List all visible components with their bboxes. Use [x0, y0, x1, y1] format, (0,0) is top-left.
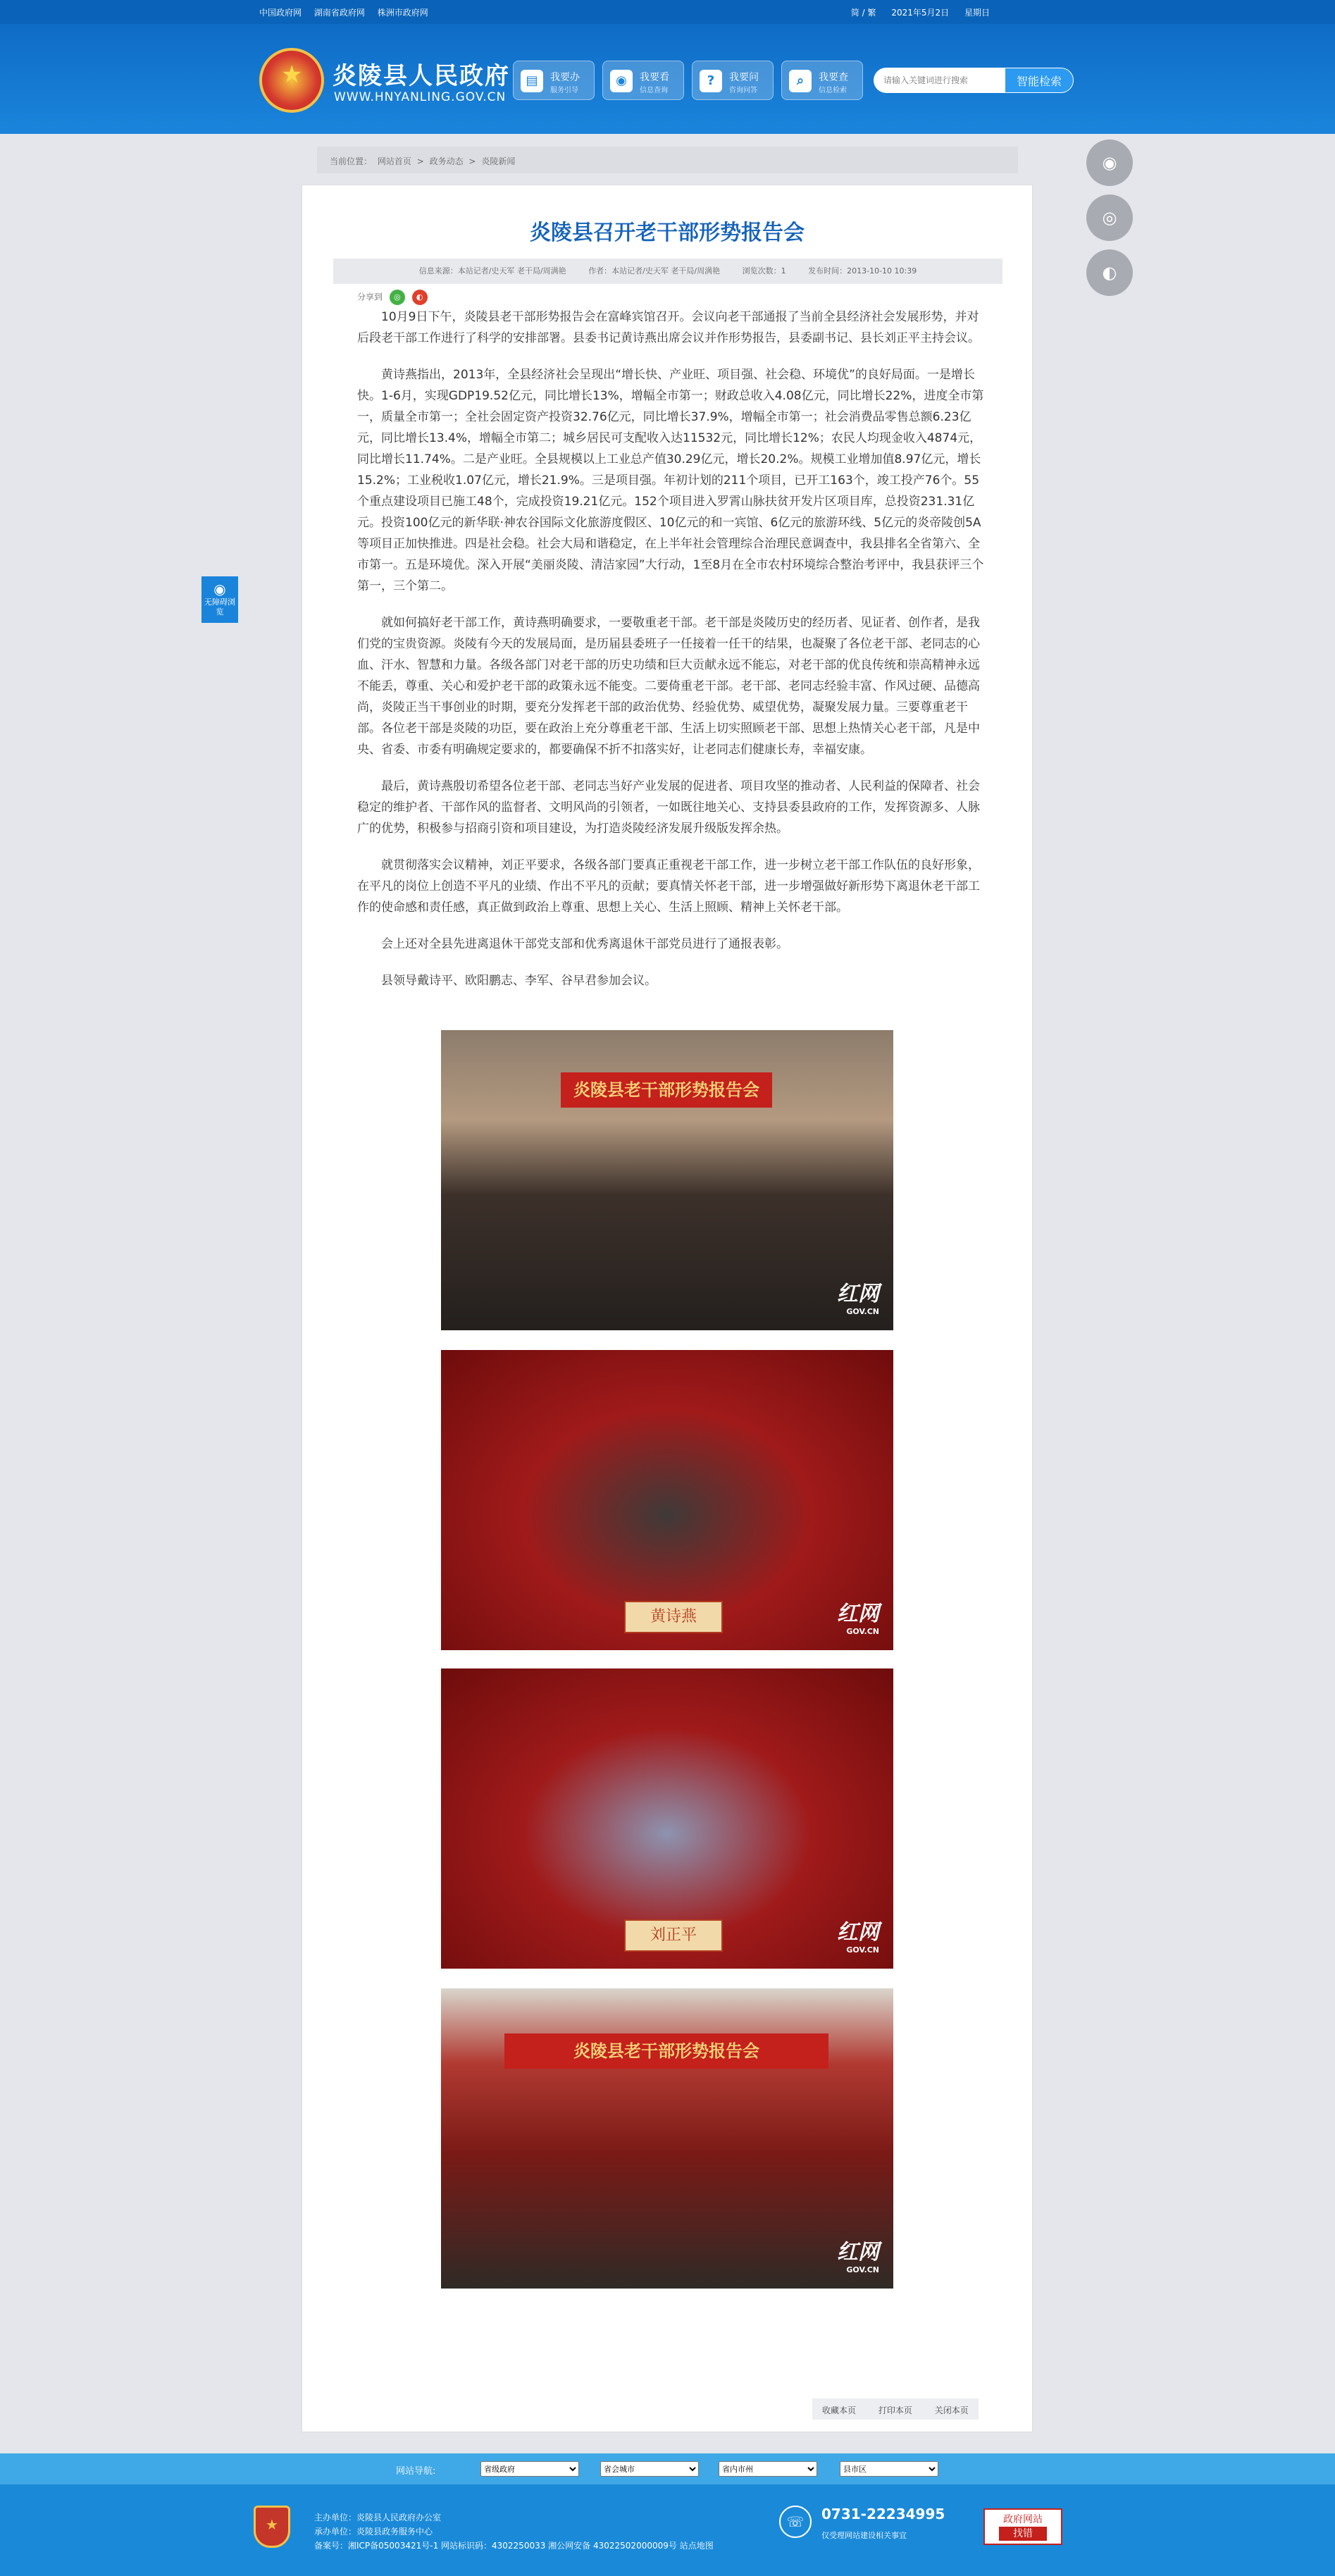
- search-icon: ⌕: [789, 70, 812, 92]
- phone-icon: ☏: [779, 2506, 812, 2538]
- footer-nav-label: 网站导航:: [396, 2466, 436, 2477]
- nav-sub: 信息检索: [819, 87, 847, 94]
- national-emblem-icon: [259, 48, 324, 113]
- article-paragraph: 10月9日下午，炎陵县老干部形势报告会在富峰宾馆召开。会议向老干部通报了当前全县经济社会发展形势，并对后段老干部工作进行了科学的安排部署。县委书记黄诗燕出席会议并作形势报告，县委副书记、县长刘正平主持会议。: [357, 310, 980, 345]
- jiucuo-bottom: 找错: [999, 2527, 1047, 2541]
- accessibility-button[interactable]: [201, 576, 238, 623]
- service-icon: ▤: [521, 70, 543, 92]
- nav-button-ask[interactable]: [692, 61, 774, 100]
- watermark-sub: GOV.CN: [846, 1945, 879, 1955]
- gov-site-error-report[interactable]: [983, 2508, 1062, 2545]
- meta-published: 发布时间：2013-10-10 10:39: [808, 266, 917, 275]
- article-paragraph: 最后，黄诗燕殷切希望各位老干部、老同志当好产业发展的促进者、项目攻坚的推动者、人民利益的保障者、社会稳定的维护者、干部作风的监督者、文明风尚的引领者，一如既往地关心、支持县委县政府的工作，发挥资源多、人脉广的优势，积极参与招商引资和项目建设，为打造炎陵经济发展升级版发挥余热。: [357, 779, 980, 836]
- meta-author: 作者：本站记者/史天军 老干局/周满艳: [588, 266, 721, 275]
- article-title: 炎陵县召开老干部形势报告会: [530, 221, 805, 245]
- party-badge-icon[interactable]: [254, 2506, 290, 2548]
- watermark-logo: [837, 1914, 879, 1955]
- breadcrumb-sep: >: [416, 156, 424, 166]
- breadcrumb-home[interactable]: 网站首页: [377, 156, 411, 166]
- eye-icon: ◉: [610, 70, 633, 92]
- question-icon: ?: [700, 70, 722, 92]
- photo-meeting-hall: [441, 1030, 893, 1330]
- photo-speaker-1: [441, 1350, 893, 1650]
- jiucuo-top: 政府网站: [1003, 2514, 1043, 2525]
- photo-award-ceremony: [441, 1988, 893, 2289]
- article-body: [357, 306, 984, 1007]
- select-provincial-gov[interactable]: [480, 2461, 579, 2477]
- current-date: 2021年5月2日: [891, 8, 950, 18]
- close-page-button[interactable]: 关闭本页: [934, 2405, 969, 2415]
- watermark-text: 红网: [837, 1602, 879, 1626]
- accessibility-label: 无障碍浏览: [204, 597, 235, 617]
- select-prefectures[interactable]: [719, 2461, 817, 2477]
- print-page-button[interactable]: 打印本页: [878, 2405, 912, 2415]
- watermark-logo: [837, 2234, 879, 2274]
- eye-icon: ◉: [213, 581, 226, 597]
- select-capital-cities[interactable]: [600, 2461, 699, 2477]
- watermark-sub: GOV.CN: [846, 2265, 879, 2274]
- wechat-icon[interactable]: ◎: [1086, 194, 1133, 241]
- smart-search-button[interactable]: 智能检索: [1005, 68, 1074, 93]
- watermark-text: 红网: [837, 1282, 879, 1306]
- current-weekday: 星期日: [964, 8, 990, 18]
- select-counties[interactable]: [840, 2461, 938, 2477]
- footer-phone: 0731-22234995: [821, 2506, 945, 2522]
- eye-icon[interactable]: ◉: [1086, 140, 1133, 186]
- nav-title: 我要问: [729, 72, 759, 83]
- footer-record: 备案号：湘ICP备05003421号-1 网站标识码：4302250033 湘公网安备 43022502000009号 站点地图: [314, 2541, 714, 2551]
- watermark-text: 红网: [837, 2240, 879, 2265]
- weibo-icon[interactable]: ◐: [412, 290, 428, 305]
- top-links: [259, 6, 438, 18]
- breadcrumb-news[interactable]: 政务动态: [429, 156, 464, 166]
- breadcrumb-label: 当前位置：: [330, 156, 373, 166]
- footer-host: 主办单位：炎陵县人民政府办公室: [314, 2513, 442, 2522]
- top-right: [838, 6, 990, 18]
- nav-button-search[interactable]: [781, 61, 863, 100]
- share-label: 分享到: [357, 292, 383, 302]
- nav-sub: 信息查询: [640, 87, 668, 94]
- nav-button-view[interactable]: [602, 61, 684, 100]
- top-link-hunan-gov[interactable]: 湖南省政府网: [313, 8, 365, 18]
- site-url: WWW.HNYANLING.GOV.CN: [334, 90, 507, 104]
- footer-nav: [0, 2453, 1335, 2484]
- top-link-zhuzhou-gov[interactable]: 株洲市政府网: [377, 8, 428, 18]
- article-meta: [333, 259, 1002, 284]
- watermark-sub: GOV.CN: [846, 1307, 879, 1316]
- lang-switch[interactable]: 简 / 繁: [850, 8, 876, 18]
- bookmark-page-button[interactable]: 收藏本页: [822, 2405, 857, 2415]
- meta-views: 浏览次数：1: [742, 266, 786, 275]
- footer-phone-note: 仅受理网站建设相关事宜: [821, 2531, 907, 2540]
- article-paragraph: 会上还对全县先进离退休干部党支部和优秀离退休干部党员进行了通报表彰。: [381, 937, 788, 951]
- nav-title: 我要查: [819, 72, 848, 83]
- nav-title: 我要看: [640, 72, 669, 83]
- top-link-cn-gov[interactable]: 中国政府网: [259, 8, 302, 18]
- meta-source: 信息来源：本站记者/史天军 老干局/周满艳: [418, 266, 566, 275]
- breadcrumb: [317, 147, 1018, 173]
- article-paragraph: 就如何搞好老干部工作，黄诗燕明确要求，一要敬重老干部。老干部是炎陵历史的经历者、见证者、创作者，是我们党的宝贵资源。炎陵有今天的发展局面，是历届县委班子一任接着一任干的结果，也凝聚了各位老干部、老同志的心血、汗水、智慧和力量。各级各部门对老干部的历史功绩和巨大贡献永远不能忘，对老干部的优良传统和崇高精神永远不能丢，尊重、关心和爱护老干部的政策永远不能变。二要倚重老干部。老干部、老同志经验丰富、作风过硬、品德高尚，炎陵正当干事创业的时期，要充分发挥老干部的政治优势、经验优势、威望优势，凝聚发展力量。三要尊重老干部。各位老干部是炎陵的功臣，要在政治上充分尊重老干部、生活上切实照顾老干部、思想上热情关心老干部，凡是中央、省委、市委有明确规定要求的，都要确保不折不扣落实好，让老同志们健康长寿，幸福安康。: [357, 616, 980, 757]
- photo-speaker-2: [441, 1668, 893, 1969]
- nav-sub: 服务引导: [550, 87, 578, 94]
- share-bar: [357, 290, 428, 305]
- photo-nameplate: 黄诗燕: [624, 1601, 723, 1633]
- nav-button-service[interactable]: [513, 61, 595, 100]
- watermark-logo: [837, 1276, 879, 1316]
- breadcrumb-local-news[interactable]: 炎陵新闻: [481, 156, 516, 166]
- breadcrumb-sep: >: [468, 156, 476, 166]
- photo-banner: 炎陵县老干部形势报告会: [561, 1072, 772, 1108]
- nav-sub: 咨询问答: [729, 87, 757, 94]
- site-title[interactable]: 炎陵县人民政府: [333, 62, 510, 90]
- watermark-text: 红网: [837, 1920, 879, 1945]
- photo-nameplate: 刘正平: [624, 1919, 723, 1952]
- search-input[interactable]: [874, 68, 1005, 93]
- footer-undertake: 承办单位：炎陵县政务服务中心: [314, 2527, 433, 2537]
- watermark-logo: [837, 1596, 879, 1636]
- article-paragraph: 县领导戴诗平、欧阳鹏志、李军、谷早君参加会议。: [381, 974, 657, 988]
- article-paragraph: 黄诗燕指出，2013年，全县经济社会呈现出“增长快、产业旺、项目强、社会稳、环境优”的良好局面。一是增长快。1-6月，实现GDP19.52亿元，同比增长13%，增幅全市第一；财政总收入4.08亿元，同比增长22%，进度全市第一，质量全市第一；全社会固定资产投资32.76亿元，同比增长37.9%，增幅全市第一；社会消费品零售总额6.23亿元，同比增长13.4%，增幅全市第二；城乡居民可支配收入达11532元，同比增长12%；农民人均现金收入4874元，同比增长11.74%。二是产业旺。全县规模以上工业总产值30.29亿元，增长20.2%。规模工业增加值8.97亿元，增长15.2%；工业税收1.07亿元，增长21.9%。三是项目强。年初计划的211个项目，已开工163个，竣工投产76个。55个重点建设项目已施工48个，完成投资19.21亿元。152个项目进入罗霄山脉扶贫开发片区项目库，总投资231.31亿元。投资100亿元的新华联·神农谷国际文化旅游度假区、10亿元的和一宾馆、6亿元的旅游环线、5亿元的炎帝陵创5A等项目正加快推进。四是社会稳。社会大局和谐稳定，在上半年社会管理综合治理民意调查中，我县排名全省第六、全市第一。五是环境优。深入开展“美丽炎陵、清洁家园”大行动，1至8月在全市农村环境综合整治考评中，我县获评三个第一，三个第二。: [357, 368, 984, 593]
- top-bar: [0, 0, 1335, 24]
- article-paragraph: 就贯彻落实会议精神，刘正平要求，各级各部门要真正重视老干部工作，进一步树立老干部工作队伍的良好形象，在平凡的岗位上创造不平凡的业绩、作出不平凡的贡献；要真情关怀老干部，进一步增强做好新形势下离退休老干部工作的使命感和责任感，真正做到政治上尊重、思想上关心、生活上照顾、精神上关怀老干部。: [357, 858, 980, 915]
- photo-banner: 炎陵县老干部形势报告会: [504, 2033, 828, 2069]
- weibo-icon[interactable]: ◐: [1086, 249, 1133, 296]
- site-header: [0, 24, 1335, 134]
- nav-title: 我要办: [550, 72, 580, 83]
- site-footer: [0, 2484, 1335, 2576]
- wechat-icon[interactable]: ◎: [390, 290, 405, 305]
- page-actions: [812, 2398, 979, 2420]
- watermark-sub: GOV.CN: [846, 1627, 879, 1636]
